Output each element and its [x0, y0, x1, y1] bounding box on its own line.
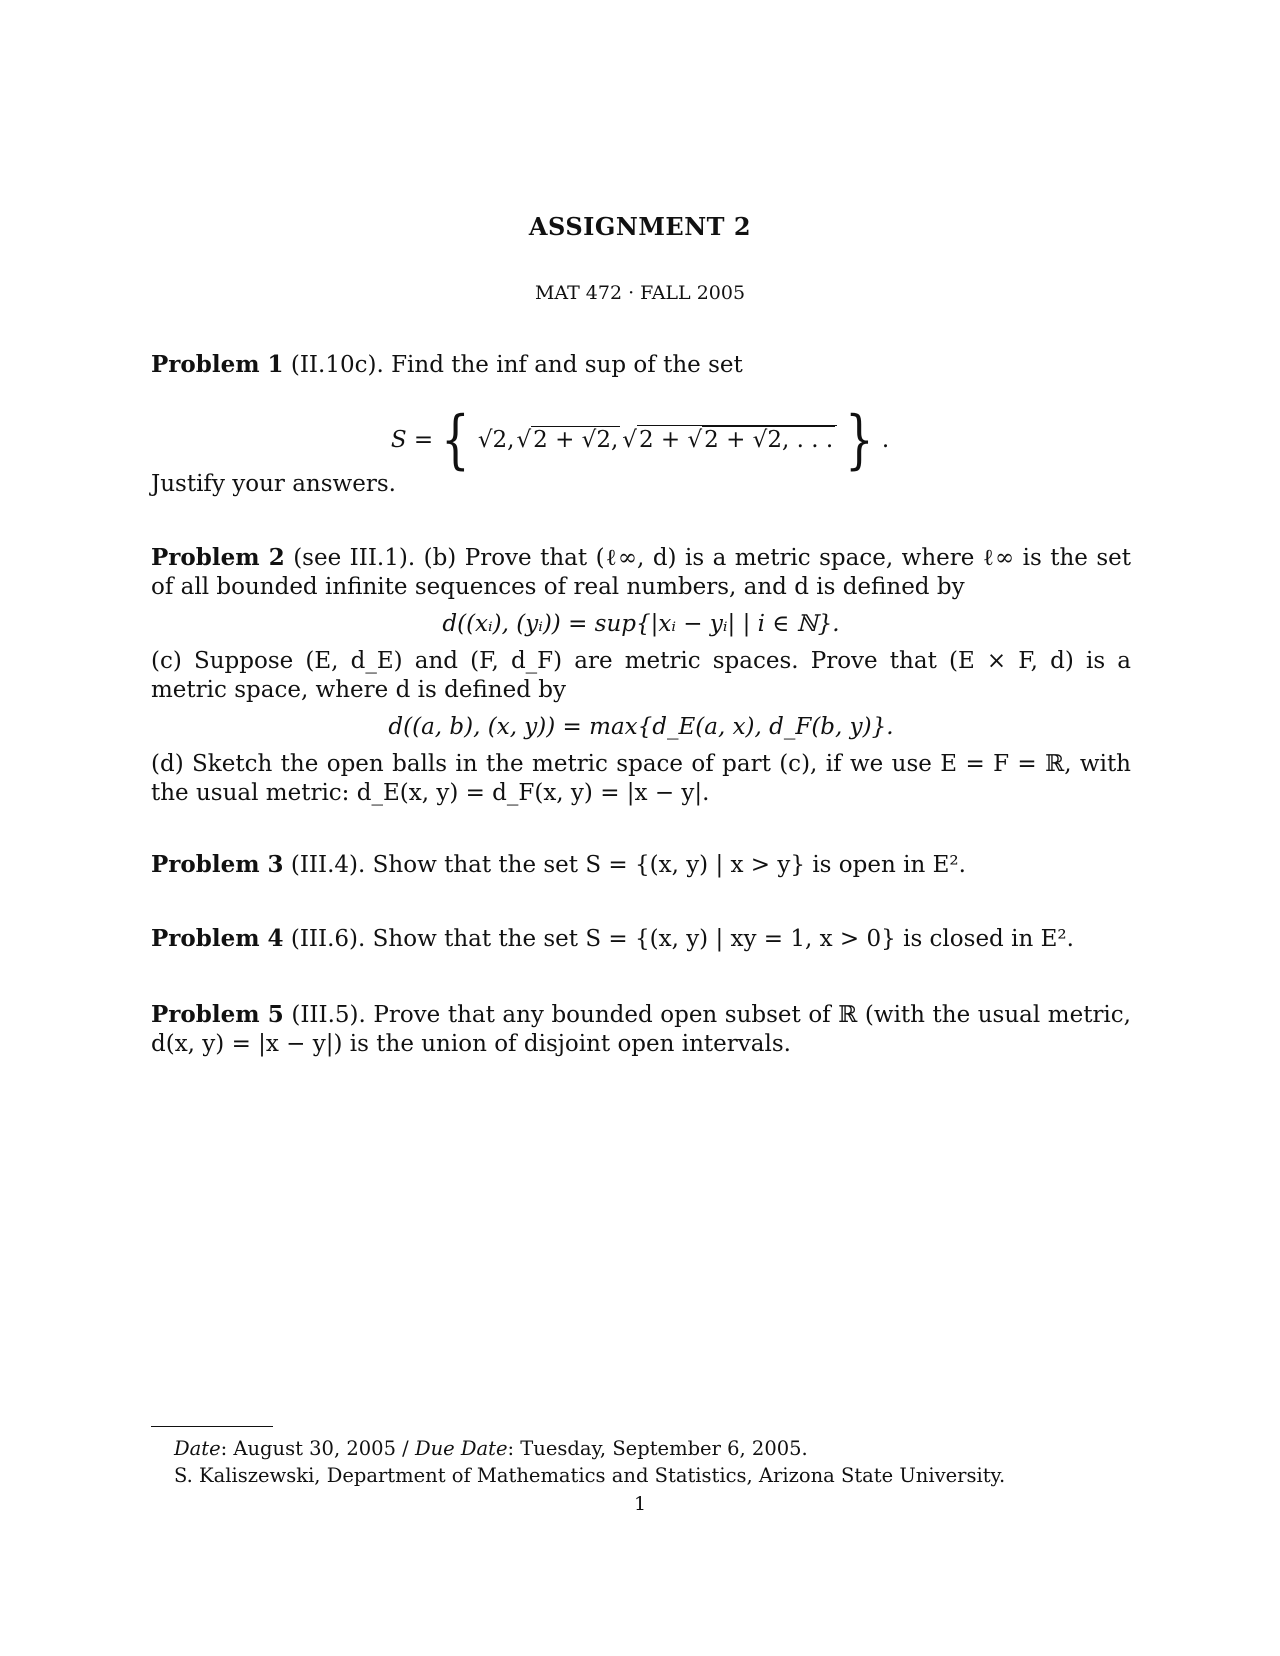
right-brace: }: [845, 403, 874, 477]
due-date-label: Due Date: [414, 1437, 508, 1460]
problem-2-part-d: (d) Sketch the open balls in the metric space of part (c), if we use E = F = ℝ, with the usual metric: d_E(x, y) = d_F(x, y) = |x − y|.: [151, 751, 1131, 806]
page-title: ASSIGNMENT 2: [528, 212, 752, 241]
problem-4-label: Problem 4: [151, 925, 284, 952]
date-label: Date: [174, 1437, 221, 1460]
problem-3-label: Problem 3: [151, 851, 284, 878]
set-definition: S = { √2, √2 + √2, √2 + √2 + √2, . . . } .: [390, 403, 890, 477]
problem-1-label: Problem 1: [151, 351, 284, 378]
problem-2-b-text: (b) Prove that (ℓ∞, d) is a metric space, where ℓ∞ is the set of all bounded infinite sequences of real numbers, and d is defined by: [151, 545, 1132, 600]
problem-3: [151, 850, 1131, 880]
problem-2-part-c: (c) Suppose (E, d_E) and (F, d_F) are metric spaces. Prove that (E × F, d) is a metric space, where d is defined by: [151, 648, 1131, 703]
page-number: 1: [633, 1493, 647, 1515]
problem-1-text: Find the inf and sup of the set: [391, 352, 743, 378]
problem-2-ref: (see III.1).: [293, 545, 416, 571]
problem-1-closing: Justify your answers.: [151, 471, 396, 497]
set-term-3: √2 + √2 + √2, . . .: [622, 425, 837, 455]
set-term-2: √2 + √2,: [516, 426, 619, 453]
set-lhs: S =: [390, 426, 434, 453]
problem-4-text: Show that the set S = {(x, y) | xy = 1, x > 0} is closed in E².: [372, 926, 1074, 952]
footnote-author: S. Kaliszewski, Department of Mathematics and Statistics, Arizona State University.: [174, 1464, 1006, 1487]
left-brace: {: [441, 403, 470, 477]
problem-1-ref: (II.10c).: [290, 352, 384, 378]
equation-b: d((xᵢ), (yᵢ)) = sup{|xᵢ − yᵢ| | i ∈ ℕ}.: [442, 611, 840, 637]
problem-2-label: Problem 2: [151, 544, 285, 571]
problem-4: [151, 924, 1131, 954]
problem-1: [151, 350, 1131, 380]
footnote-dates: [174, 1436, 1134, 1462]
problem-2-part-b: [151, 543, 1131, 602]
due-date-value: : Tuesday, September 6, 2005.: [507, 1437, 808, 1460]
problem-5: [151, 1000, 1131, 1059]
problem-5-text: Prove that any bounded open subset of ℝ (with the usual metric, d(x, y) = |x − y|) is the union of disjoint open intervals.: [151, 1002, 1131, 1057]
course-subtitle: MAT 472 · FALL 2005: [534, 282, 746, 304]
problem-5-label: Problem 5: [151, 1001, 284, 1028]
problem-3-text: Show that the set S = {(x, y) | x > y} is open in E².: [372, 852, 966, 878]
problem-3-ref: (III.4).: [290, 852, 366, 878]
problem-4-ref: (III.6).: [290, 926, 366, 952]
problem-5-ref: (III.5).: [291, 1002, 366, 1028]
equation-c: d((a, b), (x, y)) = max{d_E(a, x), d_F(b, y)}.: [388, 714, 894, 740]
footnote-rule: [151, 1426, 273, 1427]
date-value: : August 30, 2005 /: [220, 1437, 415, 1460]
set-term-1: √2,: [477, 426, 515, 453]
